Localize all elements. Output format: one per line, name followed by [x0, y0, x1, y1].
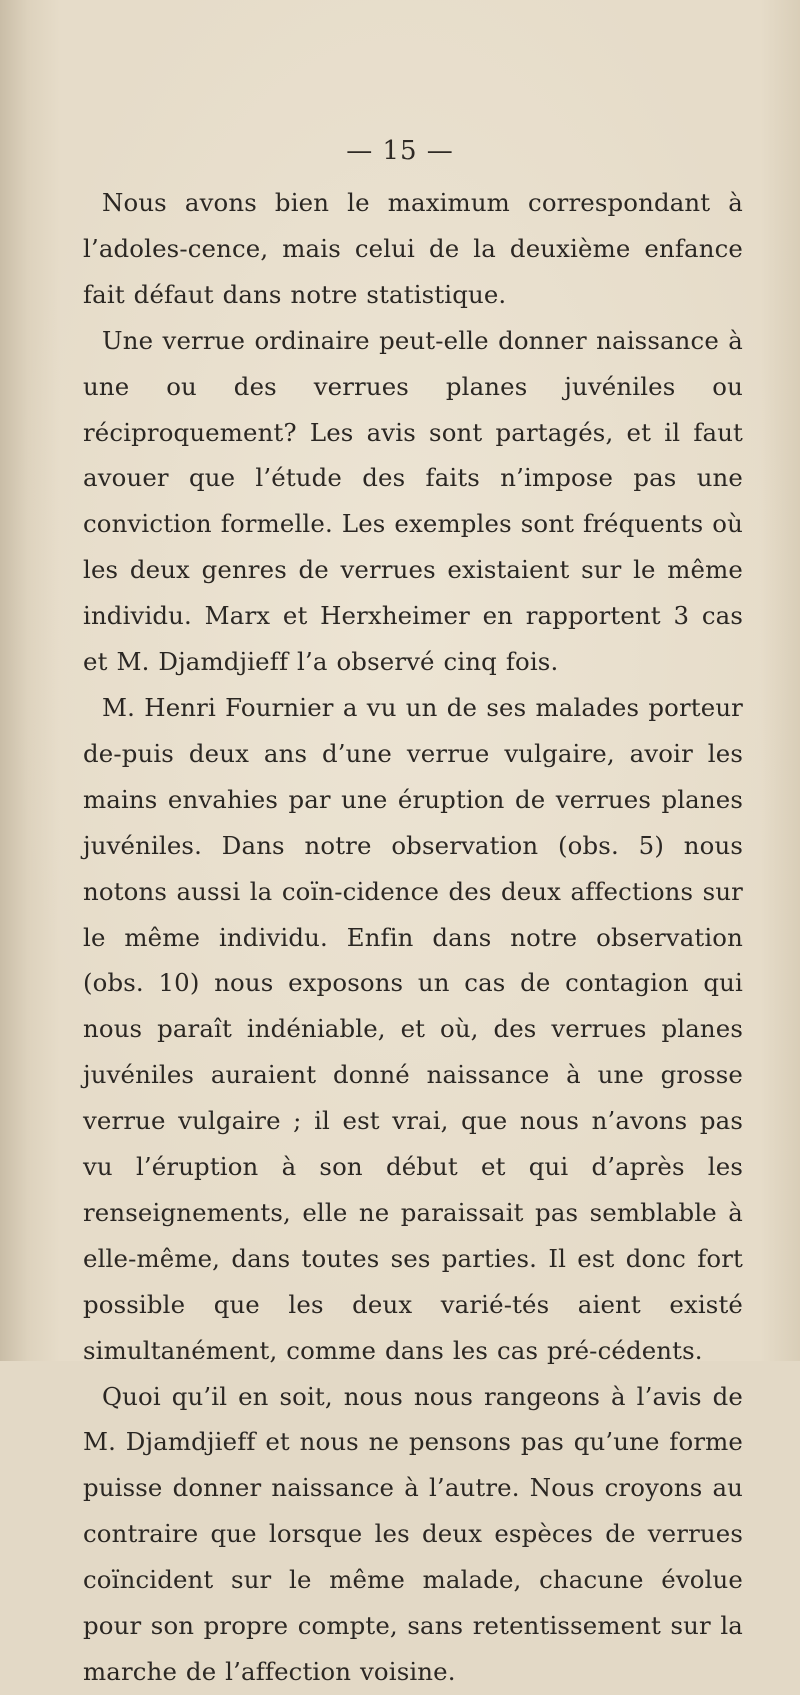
paragraph-3: M. Henri Fournier a vu un de ses malades porteur de-puis deux ans d’une verrue vulgaire, avoir les mains envahies par une éruption de verrues planes juvéniles. Dans notre observation (obs. 5) nous notons aussi la coïn-cidence des deux affections sur le même individu. Enfin dans notre observation (obs. 10) nous exposons un cas de contagion qui nous paraît indéniable, et où, des verrues planes juvéniles auraient donné naissance à une grosse verrue vulgaire ; il est vrai, que nous n’avons pas vu l’éruption à son début et qui d’après les renseignements, elle ne paraissait pas semblable à elle-même, dans toutes ses parties. Il est donc fort possible que les deux varié-tés aient existé simultanément, comme dans les cas pré-cédents.: [83, 692, 743, 1365]
paragraph-4: Quoi qu’il en soit, nous nous rangeons à l’avis de M. Djamdjieff et nous ne pensons pas qu’une forme puisse donner naissance à l’autre. Nous croyons au contraire que lorsque les deux espèces de verrues coïncident sur le même malade, chacune évolue pour son propre compte, sans retentissement sur la marche de l’affection voisine.: [83, 1381, 743, 1686]
body-text: [83, 180, 743, 1695]
page-number: — 15 —: [346, 136, 454, 166]
paragraph-2: Une verrue ordinaire peut-elle donner naissance à une ou des verrues planes juvéniles ou réciproquement? Les avis sont partagés, et il faut avouer que l’étude des faits n’impose pas une conviction formelle. Les exemples sont fréquents où les deux genres de verrues existaient sur le même individu. Marx et Herxheimer en rapportent 3 cas et M. Djamdjieff l’a observé cinq fois.: [83, 325, 743, 677]
paragraph-1: Nous avons bien le maximum correspondant à l’adoles-cence, mais celui de la deuxième enfance fait défaut dans notre statistique.: [83, 188, 743, 309]
